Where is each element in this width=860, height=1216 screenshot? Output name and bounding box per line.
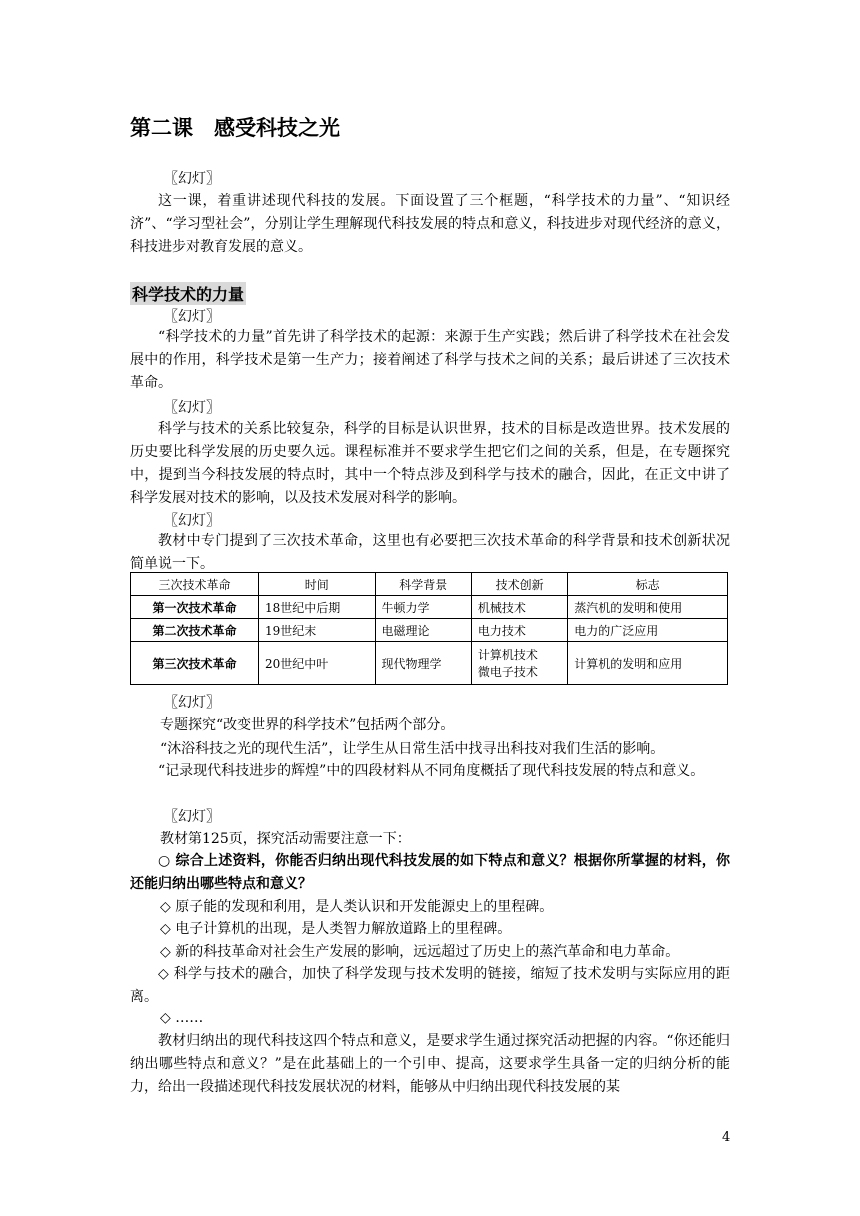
table-cell: 18世纪中后期: [259, 596, 376, 619]
innovation-item: 计算机技术: [477, 648, 538, 662]
table-row: [131, 619, 728, 642]
table-cell: 牛顿力学: [375, 596, 471, 619]
table-header-row: [131, 573, 728, 596]
page-number: 4: [722, 1130, 731, 1145]
table-row: [131, 596, 728, 619]
bullet-item: ◇ 新的科技革命对社会生产发展的影响，远远超过了历史上的蒸汽革命和电力革命。: [160, 944, 680, 960]
table-cell: 第一次技术革命: [131, 596, 259, 619]
slide-tag: 〖幻灯〗: [164, 513, 220, 529]
table-header: 技术创新: [471, 573, 567, 596]
innovation-item: 微电子技术: [477, 665, 538, 679]
table-cell: 19世纪末: [259, 619, 376, 642]
table-cell: 第二次技术革命: [131, 619, 259, 642]
paragraph-science-power: “科学技术的力量”首先讲了科学技术的起源：来源于生产实践；然后讲了科学技术在社会发展中的作用，科学技术是第一生产力；接着阐述了科学与技术之间的关系；最后讲述了三次技术革命。: [130, 329, 730, 391]
table-cell: 电磁理论: [375, 619, 471, 642]
table-row: [131, 642, 728, 685]
intro-paragraph: 这一课，着重讲述现代科技的发展。下面设置了三个框题，“科学技术的力量”、“知识经济”、“学习型社会”，分别让学生理解现代科技发展的特点和意义，科技进步对现代经济的意义，科技进步对教育发展的意义。: [130, 193, 730, 255]
paragraph-records: “记录现代科技进步的辉煌”中的四段材料从不同角度概括了现代科技发展的特点和意义。: [158, 763, 705, 779]
slide-tag: 〖幻灯〗: [164, 171, 220, 187]
bullet-item: ◇ 原子能的发现和利用，是人类认识和开发能源史上的里程碑。: [160, 899, 554, 915]
section-heading: 科学技术的力量: [130, 282, 246, 305]
tech-revolution-table: [130, 572, 728, 685]
slide-tag: 〖幻灯〗: [164, 309, 220, 325]
table-header: 时间: [259, 573, 376, 596]
table-cell: 计算机的发明和应用: [568, 642, 728, 685]
inquiry-question: ○ 综合上述资料，你能否归纳出现代科技发展的如下特点和意义？根据你所掌握的材料，你还能归纳出哪些特点和意义？: [130, 853, 730, 892]
table-cell: 机械技术: [471, 596, 567, 619]
table-cell: 电力技术: [471, 619, 567, 642]
table-header: 科学背景: [375, 573, 471, 596]
table-header: 三次技术革命: [131, 573, 259, 596]
table-cell: 20世纪中叶: [259, 642, 376, 685]
table-cell: [471, 642, 567, 685]
paragraph-science-technology: 科学与技术的关系比较复杂，科学的目标是认识世界，技术的目标是改造世界。技术发展的历史要比科学发展的历史要久远。课程标准并不要求学生把它们之间的关系，但是，在专题探究中，提到当今科技发展的特点时，其中一个特点涉及到科学与技术的融合，因此，在正文中讲了科学发展对技术的影响，以及技术发展对科学的影响。: [130, 421, 730, 506]
table-cell: 电力的广泛应用: [568, 619, 728, 642]
text-line: “沐浴科技之光的现代生活”，让学生从日常生活中找寻出科技对我们生活的影响。: [160, 741, 665, 757]
table-cell: 现代物理学: [375, 642, 471, 685]
bullet-item: ◇ 科学与技术的融合，加快了科学发现与技术发明的链接，缩短了技术发明与实际应用的距离。: [130, 966, 730, 1005]
table-cell: 第三次技术革命: [131, 642, 259, 685]
text-line: 教材第125页，探究活动需要注意一下：: [160, 831, 411, 847]
table-cell: 蒸汽机的发明和使用: [568, 596, 728, 619]
text-line: 专题探究“改变世界的科学技术”包括两个部分。: [160, 717, 455, 733]
table-header: 标志: [568, 573, 728, 596]
bullet-item: ◇ ……: [160, 1010, 204, 1026]
slide-tag: 〖幻灯〗: [164, 400, 220, 416]
paragraph-summary: 教材归纳出的现代科技这四个特点和意义，是要求学生通过探究活动把握的内容。“你还能归纳出哪些特点和意义？”是在此基础上的一个引申、提高，这要求学生具备一定的归纳分析的能力，给出一段描述现代科技发展状况的材料，能够从中归纳出现代科技发展的某: [130, 1033, 730, 1095]
bullet-item: ◇ 电子计算机的出现，是人类智力解放道路上的里程碑。: [160, 921, 512, 937]
slide-tag: 〖幻灯〗: [164, 695, 220, 711]
slide-tag: 〖幻灯〗: [164, 809, 220, 825]
paragraph-three-revolutions: 教材中专门提到了三次技术革命，这里也有必要把三次技术革命的科学背景和技术创新状况简单说一下。: [130, 533, 730, 572]
lesson-title: 第二课 感受科技之光: [130, 116, 340, 140]
